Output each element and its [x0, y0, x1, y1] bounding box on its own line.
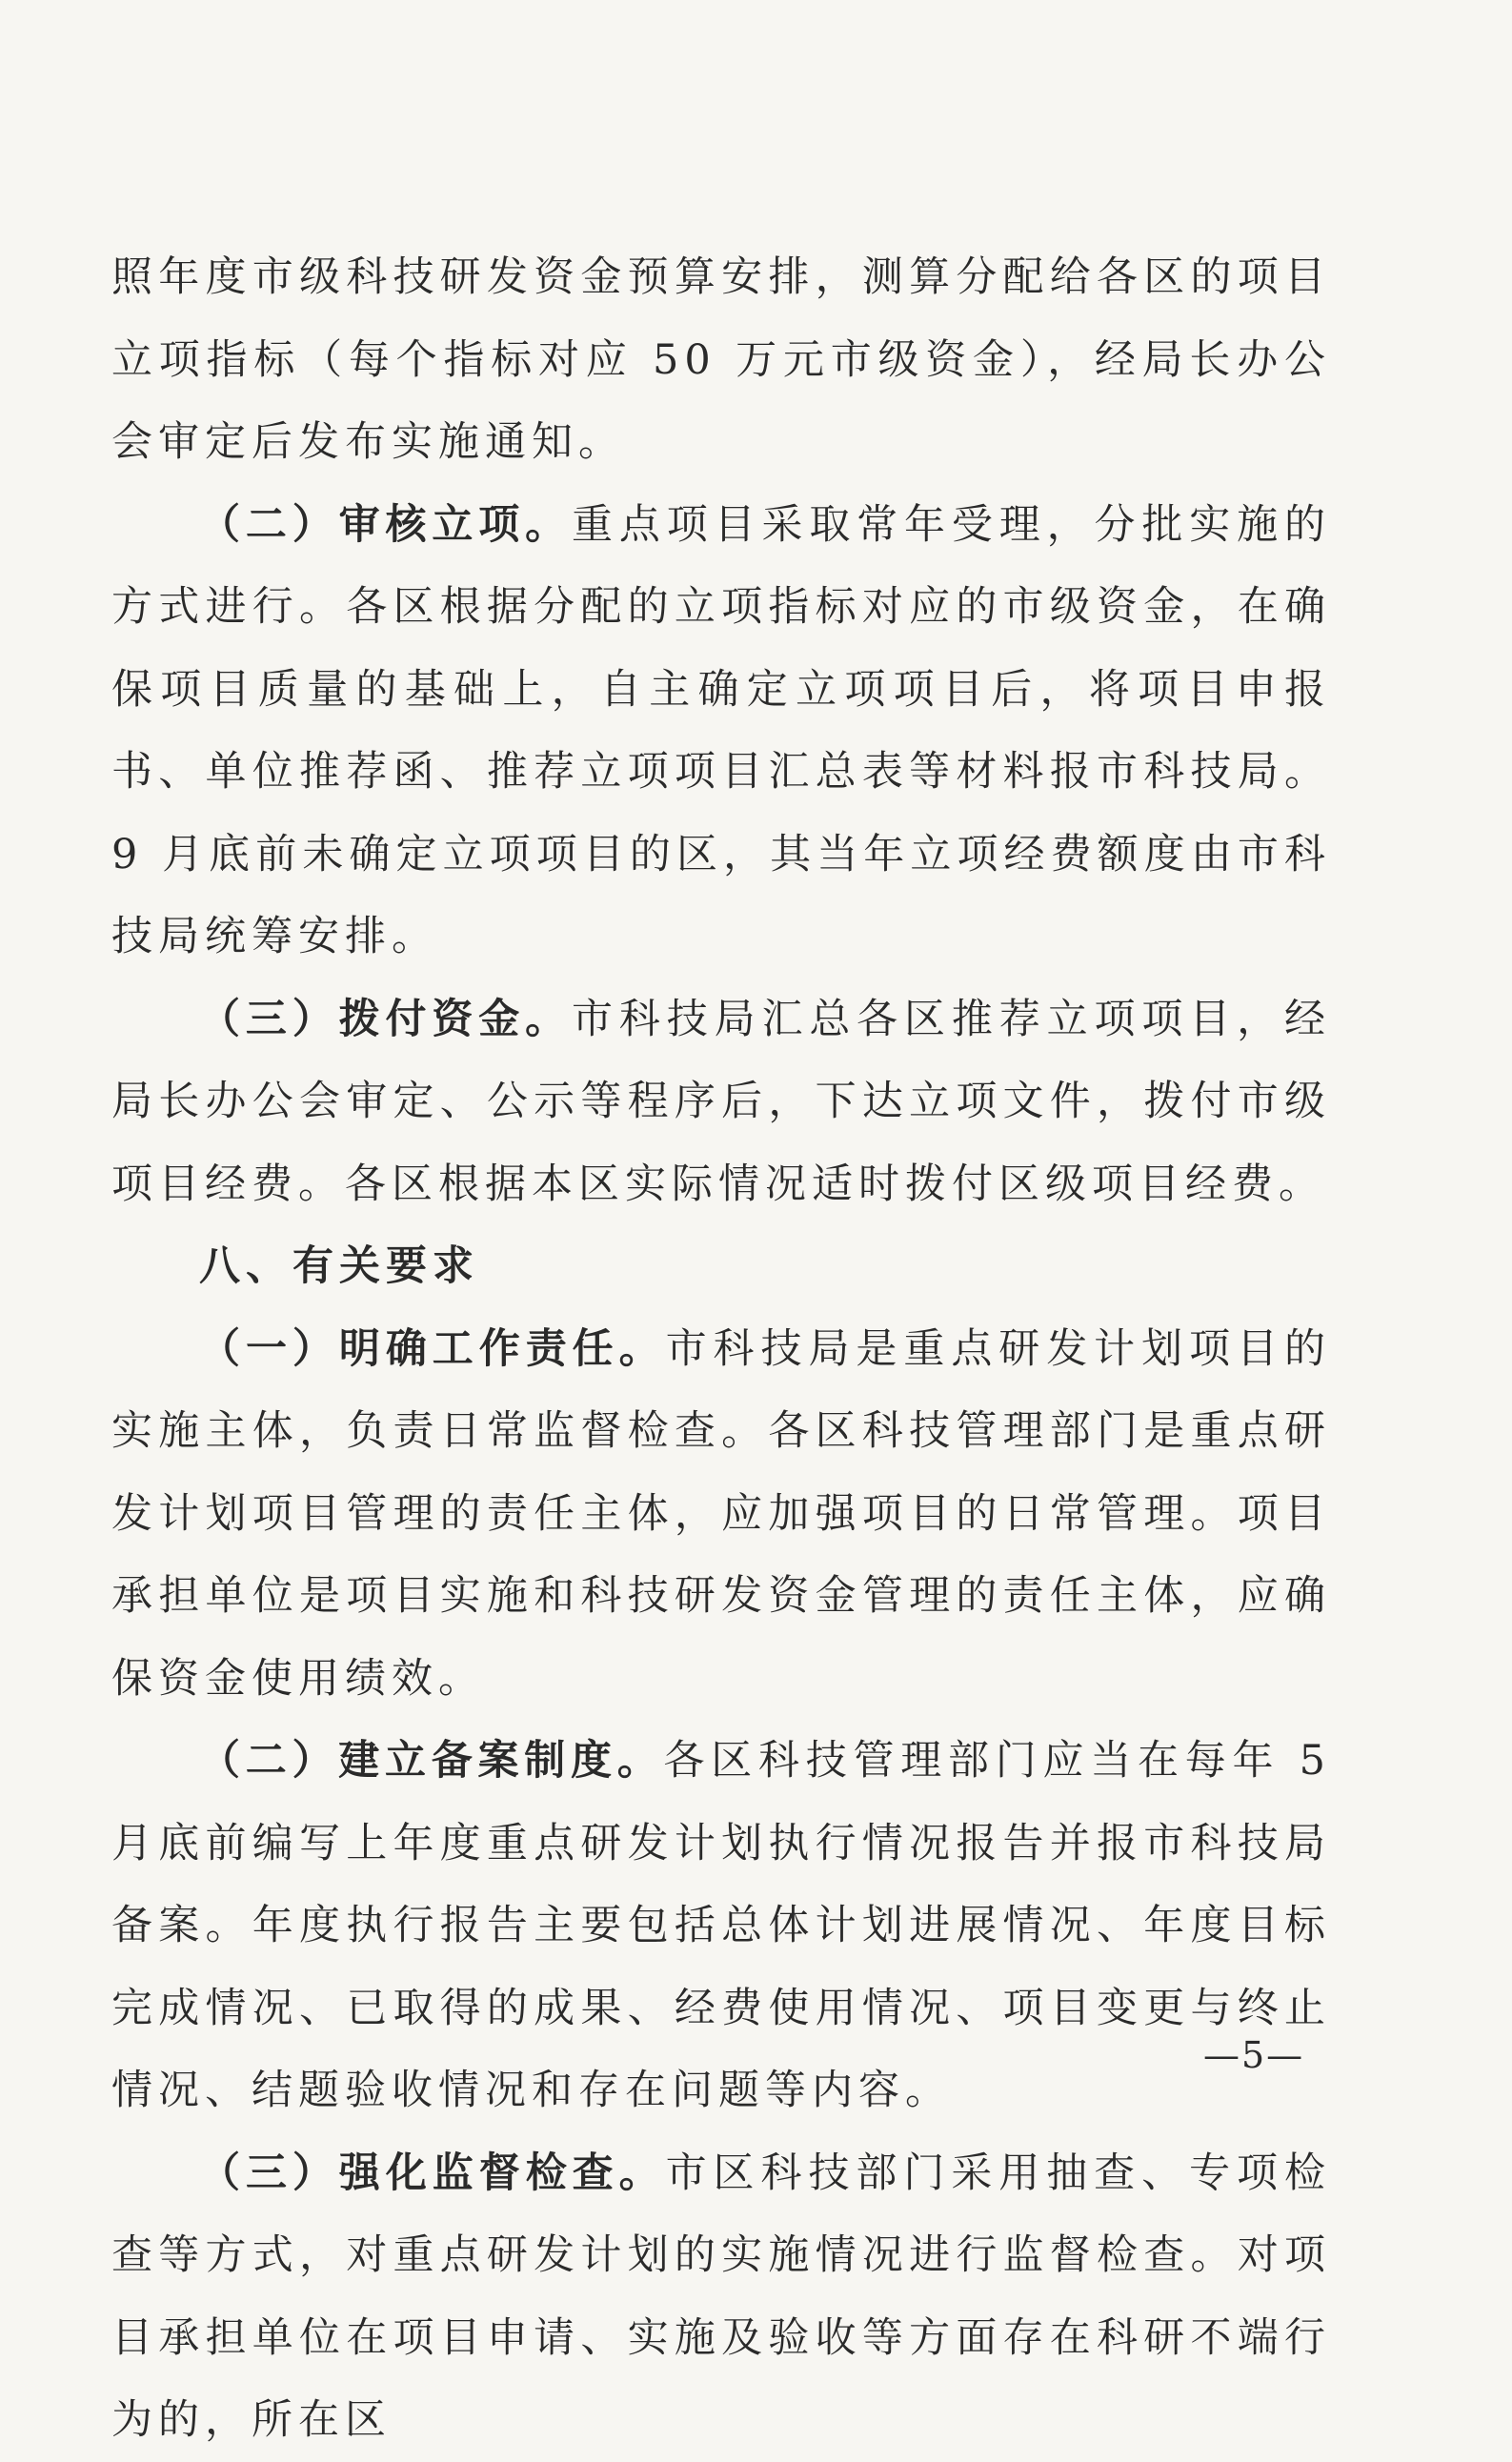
paragraph-filing-system	[111, 1720, 1331, 2132]
section-body-supervision: 市区科技部门采用抽查、专项检查等方式，对重点研发计划的实施情况进行监督检查。对项目承担单位在项目申请、实施及验收等方面存在科研不端行为的，所在区	[111, 2149, 1332, 2444]
paragraph-funding-allocation: 照年度市级科技研发资金预算安排，测算分配给各区的项目立项指标（每个指标对应 50 万元市级资金），经局长办公会审定后发布实施通知。	[111, 253, 1331, 466]
section-lead-responsibility: （一）明确工作责任。	[199, 1324, 666, 1373]
paragraph-fund-disbursement	[111, 979, 1331, 1226]
section-body-responsibility: 市科技局是重点研发计划项目的实施主体，负责日常监督检查。各区科技管理部门是重点研发计划项目管理的责任主体，应加强项目的日常管理。项目承担单位是项目实施和科技研发资金管理的责任主体，应确保资金使用绩效。	[111, 1324, 1332, 1703]
paragraph-responsibility	[111, 1308, 1331, 1721]
paragraph-supervision	[111, 2132, 1331, 2462]
section-body-review: 重点项目采取常年受理，分批实施的方式进行。各区根据分配的立项指标对应的市级资金，在确保项目质量的基础上，自主确定立项项目后，将项目申报书、单位推荐函、推荐立项项目汇总表等材料报市科技局。9 月底前未确定立项项目的区，其当年立项经费额度由市科技局统筹安排。	[111, 500, 1332, 960]
section-body-filing: 各区科技管理部门应当在每年 5 月底前编写上年度重点研发计划执行情况报告并报市科技局备案。年度执行报告主要包括总体计划进展情况、年度目标完成情况、已取得的成果、经费使用情况、项目变更与终止情况、结题验收情况和存在问题等内容。	[111, 1737, 1332, 2114]
section-lead-review: （二）审核立项。	[199, 500, 572, 549]
document-body	[111, 236, 1331, 2462]
section-body-disbursement: 市科技局汇总各区推荐立项项目，经局长办公会审定、公示等程序后，下达立项文件，拨付市级项目经费。各区根据本区实际情况适时拨付区级项目经费。	[111, 995, 1332, 1208]
paragraph-review-approval	[111, 484, 1331, 979]
section-heading-requirements: 八、有关要求	[199, 1242, 479, 1290]
page-number: —5—	[1203, 2034, 1305, 2076]
section-lead-disbursement: （三）拨付资金。	[199, 995, 572, 1043]
section-lead-supervision: （三）强化监督检查。	[199, 2149, 666, 2197]
section-lead-filing: （二）建立备案制度。	[199, 1737, 664, 1785]
